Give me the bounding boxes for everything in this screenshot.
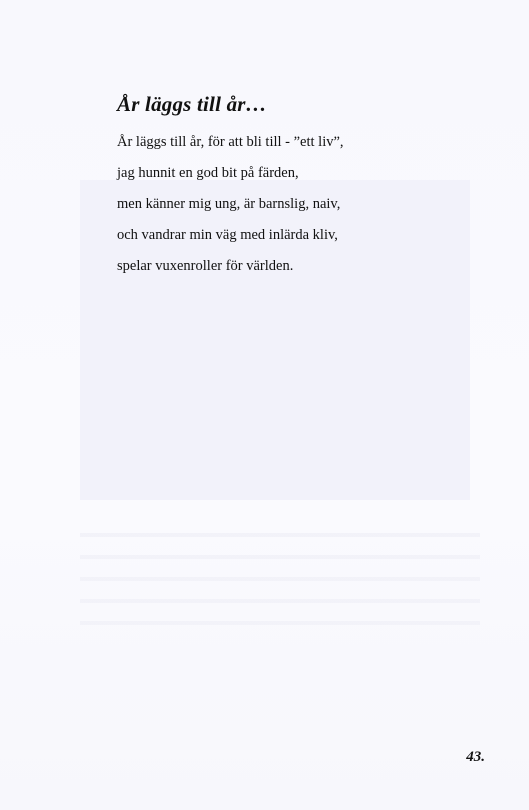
poem-title: År läggs till år… — [117, 92, 267, 116]
page-number: 43. — [466, 749, 485, 765]
poem-line: spelar vuxenroller för världen. — [117, 258, 294, 274]
poem-line: jag hunnit en god bit på färden, — [117, 165, 299, 181]
poem-line: men känner mig ung, är barnslig, naiv, — [117, 196, 341, 212]
show-through-text-area — [80, 515, 480, 625]
poem-body — [117, 135, 344, 290]
poem-line: och vandrar min väg med inlärda kliv, — [117, 227, 338, 243]
poem-line: År läggs till år, för att bli till - ”ett liv”, — [117, 134, 344, 150]
